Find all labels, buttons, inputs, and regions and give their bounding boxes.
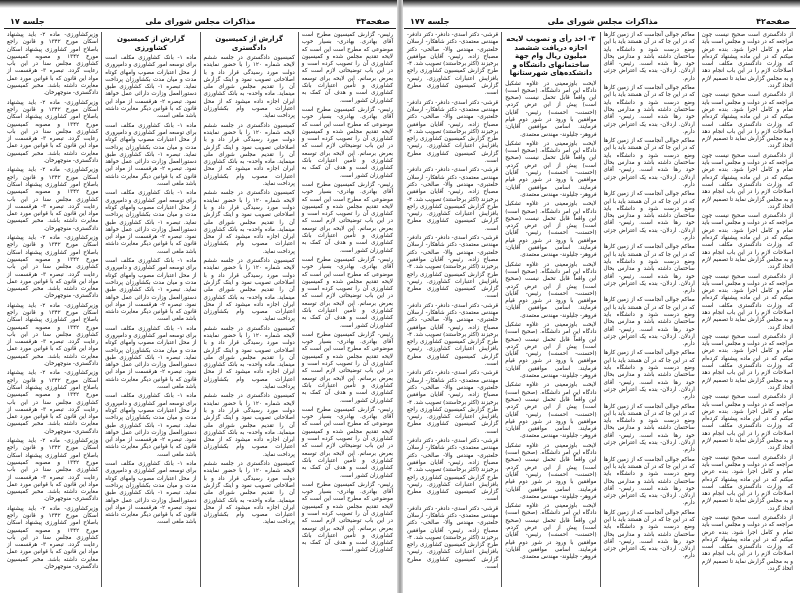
column-text-continued: قرشی- دکتر اسدی- دادفر- دکتر دادفر- مهندس معتمدی- دکتر شاهکار- ارسلان خلعتبری- مهندس والا- صالحی- دکتر مصباح زاده. رئیس- آقایان موافقین برخیزند (اکثر برخاستند) تصویب شد. ۴- طرح گزارش کمیسیون کشاورزی راجع بافزایش اعتبارات کشاورزی. رئیس- گزارش کمیسیون کشاورزی مطرح است.	[407, 370, 499, 435]
column-text: قرشی- دکتر اسدی- دادفر- دکتر دادفر- مهندس معتمدی- دکتر شاهکار- ارسلان خلعتبری- مهندس والا- صالحی- دکتر مصباح زاده. رئیس- آقایان موافقین برخیزند (اکثر برخاستند) تصویب شد. ۴- طرح گزارش کمیسیون کشاورزی راجع بافزایش اعتبارات کشاورزی. رئیس- گزارش کمیسیون کشاورزی مطرح است.	[407, 32, 499, 97]
column-text: کمیسیون دادگستری در جلسه ششم لایحه شماره ۱۲۰ را با حضور نماینده دولت مورد رسیدگی قرار داد و با اصلاحاتی تصویب نمود و اینک گزارش آن را تقدیم مجلس شورای ملی مینماید. ماده واحده- به بانک کشاورزی ایران اجازه داده میشود که از محل اعتبارات مصوب وام بکشاورزان پرداخت نماید.	[203, 55, 295, 120]
column-text-continued: لایحت باوزمعینی در غلاوه تشکیل دادگاه این امر دانشگاه. (صحیح است) این واقعاً قابل تحمل نیست (صحیح است) پیش از این عرض کردم. (احسنت- احسنت) رئیس- آقایان موافقین با ورود در شور دوم قیام فرمایند. اسامی موافقین آقایان: فروهر- جلیلوند- مهندس معتمدی.	[505, 442, 597, 500]
column-text: از دادگستری است صحیح نیست چون مراجعه که در دولت و مجلس است باید تمام و کامل اجرا شود. بنده عرض میکنم که در این ماده پیشنهاد کرده‌ام که وزارت دادگستری مکلف است اصلاحات لازم را در این باب انجام دهد و به مجلس گزارش نماید تا تصمیم لازم اتخاذ گردد.	[701, 32, 793, 90]
column-text-continued: معاکم جوالی آنجاست که از زمین کارها که در این جا که در آن هستند باید با این وضع درست شود و دانشگاه باید ساختمان داشته باشد و مدارس بحال خود رها شده است. رئیس- آقای اردلان. اردلان- بنده یک اعتراض جزئی دارم.	[603, 509, 695, 560]
publication-title: مذاکرات مجلس شورای ملی	[547, 16, 658, 26]
column	[600, 32, 698, 587]
text-columns	[4, 32, 396, 587]
column-text-continued: رئیس- گزارش کمیسیون مطرح است آقای بهادری. بهادری- بسیار خوب موضوعی که مطرح است این است که لایحه تقدیم مجلس شده و کمیسیون کشاورزی آن را تصویب کرده است و در این باب توضیحاتی لازم است که بعرض برسانم. این لایحه برای توسعه کشاورزی و تأمین اعتبارات بانک کشاورزی است و هدف آن کمک به کشاورزان کشور است.	[301, 181, 393, 254]
column	[101, 32, 199, 587]
column-text-continued: از دادگستری است صحیح نیست چون مراجعه که در دولت و مجلس است باید تمام و کامل اجرا شود. بنده عرض میکنم که در این ماده پیشنهاد کرده‌ام که وزارت دادگستری مکلف است اصلاحات لازم را در این باب انجام دهد و به مجلس گزارش نماید تا تصمیم لازم اتخاذ گردد.	[701, 515, 793, 573]
column	[501, 32, 599, 587]
column-text-continued: کمیسیون دادگستری در جلسه ششم لایحه شماره ۱۲۰ را با حضور نماینده دولت مورد رسیدگی قرار داد و با اصلاحاتی تصویب نمود و اینک گزارش آن را تقدیم مجلس شورای ملی مینماید. ماده واحده- به بانک کشاورزی ایران اجازه داده میشود که از محل اعتبارات مصوب وام بکشاورزان پرداخت نماید.	[203, 393, 295, 458]
column-text-continued: قرشی- دکتر اسدی- دادفر- دکتر دادفر- مهندس معتمدی- دکتر شاهکار- ارسلان خلعتبری- مهندس والا- صالحی- دکتر مصباح زاده. رئیس- آقایان موافقین برخیزند (اکثر برخاستند) تصویب شد. ۴- طرح گزارش کمیسیون کشاورزی راجع بافزایش اعتبارات کشاورزی. رئیس- گزارش کمیسیون کشاورزی مطرح است.	[407, 235, 499, 300]
section-heading: گزارش از کمیسیون دادگستری	[215, 35, 284, 52]
column-text-continued: وزیرکشاورزی- ماده ۲- باید پیشنهاد اسکان مورخ ۱۳۴۲ و قانون راجع باصلاح امور کشاورزی پیشنهاد اسکان مورخ ۱۳۴۲ و مصوبه کمیسیون کشاورزی مجلس سنا در این باب رعایت گردد. تبصره ۳- هرقسمت از مواد این قانون که با قوانین مورد عمل مغایرت داشته باشد. مخبر کمیسیون دادگستری- منوچهرخان.	[7, 235, 99, 300]
column-text-continued: از دادگستری است صحیح نیست چون مراجعه که در دولت و مجلس است باید تمام و کامل اجرا شود. بنده عرض میکنم که در این ماده پیشنهاد کرده‌ام که وزارت دادگستری مکلف است اصلاحات لازم را در این باب انجام دهد و به مجلس گزارش نماید تا تصمیم لازم اتخاذ گردد.	[701, 333, 793, 391]
column-text-continued: قرشی- دکتر اسدی- دادفر- دکتر دادفر- مهندس معتمدی- دکتر شاهکار- ارسلان خلعتبری- مهندس والا- صالحی- دکتر مصباح زاده. رئیس- آقایان موافقین برخیزند (اکثر برخاستند) تصویب شد. ۴- طرح گزارش کمیسیون کشاورزی راجع بافزایش اعتبارات کشاورزی. رئیس- گزارش کمیسیون کشاورزی مطرح است.	[407, 99, 499, 165]
column-text-continued: معاکم جوالی آنجاست که از زمین کارها که در این جا که در آن هستند باید با این وضع درست شود و دانشگاه باید ساختمان داشته باشد و مدارس بحال خود رها شده است. رئیس- آقای اردلان. اردلان- بنده یک اعتراض جزئی دارم.	[603, 297, 695, 348]
column-text-continued: وزیرکشاورزی- ماده ۲- باید پیشنهاد اسکان مورخ ۱۳۴۲ و قانون راجع باصلاح امور کشاورزی پیشنهاد اسکان مورخ ۱۳۴۲ و مصوبه کمیسیون کشاورزی مجلس سنا در این باب رعایت گردد. تبصره ۳- هرقسمت از مواد این قانون که با قوانین مورد عمل مغایرت داشته باشد. مخبر کمیسیون دادگستری- منوچهرخان.	[7, 99, 99, 165]
column-text: معاکم جوالی آنجاست که از زمین کارها که در این جا که در آن هستند باید با این وضع درست شود و دانشگاه باید ساختمان داشته باشد و مدارس بحال خود رها شده است. رئیس- آقای اردلان. اردلان- بنده یک اعتراض جزئی دارم.	[603, 32, 695, 82]
column-text-continued: رئیس- گزارش کمیسیون مطرح است آقای بهادری. بهادری- بسیار خوب موضوعی که مطرح است این است که لایحه تقدیم مجلس شده و کمیسیون کشاورزی آن را تصویب کرده است و در این باب توضیحاتی لازم است که بعرض برسانم. این لایحه برای توسعه کشاورزی و تأمین اعتبارات بانک کشاورزی است و هدف آن کمک به کشاورزان کشور است.	[301, 331, 393, 404]
column	[404, 32, 501, 587]
column-text-continued: ماده ۱- بانک کشاورزی مکلف است برای توسعه امور کشاورزی و دامپروری از محل اعتبارات مصوب وامهای کوتاه مدت و میان مدت بکشاورزان پرداخت نماید. تبصره ۱- بانک کشاورزی طبق دستورالعمل وزارت دارائی عمل خواهد نمود. تبصره ۲- هرقسمت از مواد این قانون که با قوانین دیگر مغایرت داشته باشد ملغی است.	[105, 393, 197, 458]
section-heading: گزارش از کمیسیون کشاورزی	[116, 35, 185, 52]
column-text-continued: لایحت باوزمعینی در غلاوه تشکیل دادگاه این امر دانشگاه. (صحیح است) این واقعاً قابل تحمل نیست (صحیح است) پیش از این عرض کردم. (احسنت- احسنت) رئیس- آقایان موافقین با ورود در شور دوم قیام فرمایند. اسامی موافقین آقایان: فروهر- جلیلوند- مهندس معتمدی.	[505, 201, 597, 259]
column-text-continued: رئیس- گزارش کمیسیون مطرح است آقای بهادری. بهادری- بسیار خوب موضوعی که مطرح است این است که لایحه تقدیم مجلس شده و کمیسیون کشاورزی آن را تصویب کرده است و در این باب توضیحاتی لازم است که بعرض برسانم. این لایحه برای توسعه کشاورزی و تأمین اعتبارات بانک کشاورزی است و هدف آن کمک به کشاورزان کشور است.	[301, 256, 393, 329]
column-text-continued: وزیرکشاورزی- ماده ۲- باید پیشنهاد اسکان مورخ ۱۳۴۲ و قانون راجع باصلاح امور کشاورزی پیشنهاد اسکان مورخ ۱۳۴۲ و مصوبه کمیسیون کشاورزی مجلس سنا در این باب رعایت گردد. تبصره ۳- هرقسمت از مواد این قانون که با قوانین مورد عمل مغایرت داشته باشد. مخبر کمیسیون دادگستری- منوچهرخان.	[7, 167, 99, 232]
publication-title: مذاکرات مجلس شورای ملی	[145, 16, 256, 26]
column-text: ماده ۱- بانک کشاورزی مکلف است برای توسعه امور کشاورزی و دامپروری از محل اعتبارات مصوب وامهای کوتاه مدت و میان مدت بکشاورزان پرداخت نماید. تبصره ۱- بانک کشاورزی طبق دستورالعمل وزارت دارائی عمل خواهد نمود. تبصره ۲- هرقسمت از مواد این قانون که با قوانین دیگر مغایرت داشته باشد ملغی است.	[105, 55, 197, 120]
page-gutter	[397, 0, 403, 593]
column-text-continued: معاکم جوالی آنجاست که از زمین کارها که در این جا که در آن هستند باید با این وضع درست شود و دانشگاه باید ساختمان داشته باشد و مدارس بحال خود رها شده است. رئیس- آقای اردلان. اردلان- بنده یک اعتراض جزئی دارم.	[603, 138, 695, 188]
column-text-continued: کمیسیون دادگستری در جلسه ششم لایحه شماره ۱۲۰ را با حضور نماینده دولت مورد رسیدگی قرار داد و با اصلاحاتی تصویب نمود و اینک گزارش آن را تقدیم مجلس شورای ملی مینماید. ماده واحده- به بانک کشاورزی ایران اجازه داده میشود که از محل اعتبارات مصوب وام بکشاورزان پرداخت نماید.	[203, 325, 295, 391]
column-text-continued: وزیرکشاورزی- ماده ۲- باید پیشنهاد اسکان مورخ ۱۳۴۲ و قانون راجع باصلاح امور کشاورزی پیشنهاد اسکان مورخ ۱۳۴۲ و مصوبه کمیسیون کشاورزی مجلس سنا در این باب رعایت گردد. تبصره ۳- هرقسمت از مواد این قانون که با قوانین مورد عمل مغایرت داشته باشد. مخبر کمیسیون دادگستری- منوچهرخان.	[7, 302, 99, 368]
column-text-continued: معاکم جوالی آنجاست که از زمین کارها که در این جا که در آن هستند باید با این وضع درست شود و دانشگاه باید ساختمان داشته باشد و مدارس بحال خود رها شده است. رئیس- آقای اردلان. اردلان- بنده یک اعتراض جزئی دارم.	[603, 350, 695, 401]
column-text-continued: معاکم جوالی آنجاست که از زمین کارها که در این جا که در آن هستند باید با این وضع درست شود و دانشگاه باید ساختمان داشته باشد و مدارس بحال خود رها شده است. رئیس- آقای اردلان. اردلان- بنده یک اعتراض جزئی دارم.	[603, 456, 695, 507]
session-number: جلسه ۱۷۷	[410, 16, 450, 26]
column-text-continued: معاکم جوالی آنجاست که از زمین کارها که در این جا که در آن هستند باید با این وضع درست شود و دانشگاه باید ساختمان داشته باشد و مدارس بحال خود رها شده است. رئیس- آقای اردلان. اردلان- بنده یک اعتراض جزئی دارم.	[603, 403, 695, 454]
column-text-continued: از دادگستری است صحیح نیست چون مراجعه که در دولت و مجلس است باید تمام و کامل اجرا شود. بنده عرض میکنم که در این ماده پیشنهاد کرده‌ام که وزارت دادگستری مکلف است اصلاحات لازم را در این باب انجام دهد و به مجلس گزارش نماید تا تصمیم لازم اتخاذ گردد.	[701, 273, 793, 331]
column	[4, 32, 101, 587]
page-number: صفحه۴۳	[356, 16, 390, 26]
column-text-continued: از دادگستری است صحیح نیست چون مراجعه که در دولت و مجلس است باید تمام و کامل اجرا شود. بنده عرض میکنم که در این ماده پیشنهاد کرده‌ام که وزارت دادگستری مکلف است اصلاحات لازم را در این باب انجام دهد و به مجلس گزارش نماید تا تصمیم لازم اتخاذ گردد.	[701, 213, 793, 271]
column-text: وزیرکشاورزی- ماده ۲- باید پیشنهاد اسکان مورخ ۱۳۴۲ و قانون راجع باصلاح امور کشاورزی پیشنهاد اسکان مورخ ۱۳۴۲ و مصوبه کمیسیون کشاورزی مجلس سنا در این باب رعایت گردد. تبصره ۳- هرقسمت از مواد این قانون که با قوانین مورد عمل مغایرت داشته باشد. مخبر کمیسیون دادگستری- منوچهرخان.	[7, 32, 99, 97]
column-text-continued: لایحت باوزمعینی در غلاوه تشکیل دادگاه این امر دانشگاه. (صحیح است) این واقعاً قابل تحمل نیست (صحیح است) پیش از این عرض کردم. (احسنت- احسنت) رئیس- آقایان موافقین با ورود در شور دوم قیام فرمایند. اسامی موافقین آقایان: فروهر- جلیلوند- مهندس معتمدی.	[505, 503, 597, 561]
column-text-continued: قرشی- دکتر اسدی- دادفر- دکتر دادفر- مهندس معتمدی- دکتر شاهکار- ارسلان خلعتبری- مهندس والا- صالحی- دکتر مصباح زاده. رئیس- آقایان موافقین برخیزند (اکثر برخاستند) تصویب شد. ۴- طرح گزارش کمیسیون کشاورزی راجع بافزایش اعتبارات کشاورزی. رئیس- گزارش کمیسیون کشاورزی مطرح است.	[407, 438, 499, 503]
column-text-continued: کمیسیون دادگستری در جلسه ششم لایحه شماره ۱۲۰ را با حضور نماینده دولت مورد رسیدگی قرار داد و با اصلاحاتی تصویب نمود و اینک گزارش آن را تقدیم مجلس شورای ملی مینماید. ماده واحده- به بانک کشاورزی ایران اجازه داده میشود که از محل اعتبارات مصوب وام بکشاورزان پرداخت نماید.	[203, 122, 295, 188]
column-text-continued: از دادگستری است صحیح نیست چون مراجعه که در دولت و مجلس است باید تمام و کامل اجرا شود. بنده عرض میکنم که در این ماده پیشنهاد کرده‌ام که وزارت دادگستری مکلف است اصلاحات لازم را در این باب انجام دهد و به مجلس گزارش نماید تا تصمیم لازم اتخاذ گردد.	[701, 394, 793, 452]
column-text-continued: لایحت باوزمعینی در غلاوه تشکیل دادگاه این امر دانشگاه. (صحیح است) این واقعاً قابل تحمل نیست (صحیح است) پیش از این عرض کردم. (احسنت- احسنت) رئیس- آقایان موافقین با ورود در شور دوم قیام فرمایند. اسامی موافقین آقایان: فروهر- جلیلوند- مهندس معتمدی.	[505, 322, 597, 380]
right-page	[404, 14, 796, 587]
text-columns	[404, 32, 796, 587]
column-text-continued: از دادگستری است صحیح نیست چون مراجعه که در دولت و مجلس است باید تمام و کامل اجرا شود. بنده عرض میکنم که در این ماده پیشنهاد کرده‌ام که وزارت دادگستری مکلف است اصلاحات لازم را در این باب انجام دهد و به مجلس گزارش نماید تا تصمیم لازم اتخاذ گردد.	[701, 92, 793, 150]
column-text-continued: قرشی- دکتر اسدی- دادفر- دکتر دادفر- مهندس معتمدی- دکتر شاهکار- ارسلان خلعتبری- مهندس والا- صالحی- دکتر مصباح زاده. رئیس- آقایان موافقین برخیزند (اکثر برخاستند) تصویب شد. ۴- طرح گزارش کمیسیون کشاورزی راجع بافزایش اعتبارات کشاورزی. رئیس- گزارش کمیسیون کشاورزی مطرح است.	[407, 302, 499, 368]
column-text: رئیس- گزارش کمیسیون مطرح است آقای بهادری. بهادری- بسیار خوب موضوعی که مطرح است این است که لایحه تقدیم مجلس شده و کمیسیون کشاورزی آن را تصویب کرده است و در این باب توضیحاتی لازم است که بعرض برسانم. این لایحه برای توسعه کشاورزی و تأمین اعتبارات بانک کشاورزی است و هدف آن کمک به کشاورزان کشور است.	[301, 32, 393, 104]
column-text-continued: رئیس- گزارش کمیسیون مطرح است آقای بهادری. بهادری- بسیار خوب موضوعی که مطرح است این است که لایحه تقدیم مجلس شده و کمیسیون کشاورزی آن را تصویب کرده است و در این باب توضیحاتی لازم است که بعرض برسانم. این لایحه برای توسعه کشاورزی و تأمین اعتبارات بانک کشاورزی است و هدف آن کمک به کشاورزان کشور است.	[301, 481, 393, 554]
column-text-continued: لایحت باوزمعینی در غلاوه تشکیل دادگاه این امر دانشگاه. (صحیح است) این واقعاً قابل تحمل نیست (صحیح است) پیش از این عرض کردم. (احسنت- احسنت) رئیس- آقایان موافقین با ورود در شور دوم قیام فرمایند. اسامی موافقین آقایان: فروهر- جلیلوند- مهندس معتمدی.	[505, 140, 597, 198]
column-text-continued: وزیرکشاورزی- ماده ۲- باید پیشنهاد اسکان مورخ ۱۳۴۲ و قانون راجع باصلاح امور کشاورزی پیشنهاد اسکان مورخ ۱۳۴۲ و مصوبه کمیسیون کشاورزی مجلس سنا در این باب رعایت گردد. تبصره ۳- هرقسمت از مواد این قانون که با قوانین مورد عمل مغایرت داشته باشد. مخبر کمیسیون دادگستری- منوچهرخان.	[7, 370, 99, 435]
column-text-continued: لایحت باوزمعینی در غلاوه تشکیل دادگاه این امر دانشگاه. (صحیح است) این واقعاً قابل تحمل نیست (صحیح است) پیش از این عرض کردم. (احسنت- احسنت) رئیس- آقایان موافقین با ورود در شور دوم قیام فرمایند. اسامی موافقین آقایان: فروهر- جلیلوند- مهندس معتمدی.	[505, 261, 597, 319]
column-text-continued: ماده ۱- بانک کشاورزی مکلف است برای توسعه امور کشاورزی و دامپروری از محل اعتبارات مصوب وامهای کوتاه مدت و میان مدت بکشاورزان پرداخت نماید. تبصره ۱- بانک کشاورزی طبق دستورالعمل وزارت دارائی عمل خواهد نمود. تبصره ۲- هرقسمت از مواد این قانون که با قوانین دیگر مغایرت داشته باشد ملغی است.	[105, 325, 197, 391]
column-text-continued: ماده ۱- بانک کشاورزی مکلف است برای توسعه امور کشاورزی و دامپروری از محل اعتبارات مصوب وامهای کوتاه مدت و میان مدت بکشاورزان پرداخت نماید. تبصره ۱- بانک کشاورزی طبق دستورالعمل وزارت دارائی عمل خواهد نمود. تبصره ۲- هرقسمت از مواد این قانون که با قوانین دیگر مغایرت داشته باشد ملغی است.	[105, 190, 197, 255]
column-text-continued: قرشی- دکتر اسدی- دادفر- دکتر دادفر- مهندس معتمدی- دکتر شاهکار- ارسلان خلعتبری- مهندس والا- صالحی- دکتر مصباح زاده. رئیس- آقایان موافقین برخیزند (اکثر برخاستند) تصویب شد. ۴- طرح گزارش کمیسیون کشاورزی راجع بافزایش اعتبارات کشاورزی. رئیس- گزارش کمیسیون کشاورزی مطرح است.	[407, 505, 499, 571]
column-text-continued: کمیسیون دادگستری در جلسه ششم لایحه شماره ۱۲۰ را با حضور نماینده دولت مورد رسیدگی قرار داد و با اصلاحاتی تصویب نمود و اینک گزارش آن را تقدیم مجلس شورای ملی مینماید. ماده واحده- به بانک کشاورزی ایران اجازه داده میشود که از محل اعتبارات مصوب وام بکشاورزان پرداخت نماید.	[203, 461, 295, 526]
column-text-continued: وزیرکشاورزی- ماده ۲- باید پیشنهاد اسکان مورخ ۱۳۴۲ و قانون راجع باصلاح امور کشاورزی پیشنهاد اسکان مورخ ۱۳۴۲ و مصوبه کمیسیون کشاورزی مجلس سنا در این باب رعایت گردد. تبصره ۳- هرقسمت از مواد این قانون که با قوانین مورد عمل مغایرت داشته باشد. مخبر کمیسیون دادگستری- منوچهرخان.	[7, 505, 99, 571]
column-text-continued: کمیسیون دادگستری در جلسه ششم لایحه شماره ۱۲۰ را با حضور نماینده دولت مورد رسیدگی قرار داد و با اصلاحاتی تصویب نمود و اینک گزارش آن را تقدیم مجلس شورای ملی مینماید. ماده واحده- به بانک کشاورزی ایران اجازه داده میشود که از محل اعتبارات مصوب وام بکشاورزان پرداخت نماید.	[203, 258, 295, 323]
column-text-continued: معاکم جوالی آنجاست که از زمین کارها که در این جا که در آن هستند باید با این وضع درست شود و دانشگاه باید ساختمان داشته باشد و مدارس بحال خود رها شده است. رئیس- آقای اردلان. اردلان- بنده یک اعتراض جزئی دارم.	[603, 85, 695, 135]
column-text-continued: ماده ۱- بانک کشاورزی مکلف است برای توسعه امور کشاورزی و دامپروری از محل اعتبارات مصوب وامهای کوتاه مدت و میان مدت بکشاورزان پرداخت نماید. تبصره ۱- بانک کشاورزی طبق دستورالعمل وزارت دارائی عمل خواهد نمود. تبصره ۲- هرقسمت از مواد این قانون که با قوانین دیگر مغایرت داشته باشد ملغی است.	[105, 258, 197, 323]
page-number: صفحه۴۲	[756, 16, 790, 26]
column	[200, 32, 298, 587]
column-text: لایحت باوزمعینی در غلاوه تشکیل دادگاه این امر دانشگاه. (صحیح است) این واقعاً قابل تحمل نیست (صحیح است) پیش از این عرض کردم. (احسنت- احسنت) رئیس- آقایان موافقین با ورود در شور دوم قیام فرمایند. اسامی موافقین آقایان: فروهر- جلیلوند- مهندس معتمدی.	[505, 80, 597, 138]
column-text-continued: لایحت باوزمعینی در غلاوه تشکیل دادگاه این امر دانشگاه. (صحیح است) این واقعاً قابل تحمل نیست (صحیح است) پیش از این عرض کردم. (احسنت- احسنت) رئیس- آقایان موافقین با ورود در شور دوم قیام فرمایند. اسامی موافقین آقایان: فروهر- جلیلوند- مهندس معتمدی.	[505, 382, 597, 440]
column	[298, 32, 396, 587]
page-header	[4, 14, 396, 29]
column-text-continued: رئیس- گزارش کمیسیون مطرح است آقای بهادری. بهادری- بسیار خوب موضوعی که مطرح است این است که لایحه تقدیم مجلس شده و کمیسیون کشاورزی آن را تصویب کرده است و در این باب توضیحاتی لازم است که بعرض برسانم. این لایحه برای توسعه کشاورزی و تأمین اعتبارات بانک کشاورزی است و هدف آن کمک به کشاورزان کشور است.	[301, 106, 393, 179]
column-text-continued: معاکم جوالی آنجاست که از زمین کارها که در این جا که در آن هستند باید با این وضع درست شود و دانشگاه باید ساختمان داشته باشد و مدارس بحال خود رها شده است. رئیس- آقای اردلان. اردلان- بنده یک اعتراض جزئی دارم.	[603, 191, 695, 242]
column-text-continued: ماده ۱- بانک کشاورزی مکلف است برای توسعه امور کشاورزی و دامپروری از محل اعتبارات مصوب وامهای کوتاه مدت و میان مدت بکشاورزان پرداخت نماید. تبصره ۱- بانک کشاورزی طبق دستورالعمل وزارت دارائی عمل خواهد نمود. تبصره ۲- هرقسمت از مواد این قانون که با قوانین دیگر مغایرت داشته باشد ملغی است.	[105, 461, 197, 526]
column	[698, 32, 796, 587]
column-text-continued: ماده ۱- بانک کشاورزی مکلف است برای توسعه امور کشاورزی و دامپروری از محل اعتبارات مصوب وامهای کوتاه مدت و میان مدت بکشاورزان پرداخت نماید. تبصره ۱- بانک کشاورزی طبق دستورالعمل وزارت دارائی عمل خواهد نمود. تبصره ۲- هرقسمت از مواد این قانون که با قوانین دیگر مغایرت داشته باشد ملغی است.	[105, 122, 197, 188]
column-text-continued: معاکم جوالی آنجاست که از زمین کارها که در این جا که در آن هستند باید با این وضع درست شود و دانشگاه باید ساختمان داشته باشد و مدارس بحال خود رها شده است. رئیس- آقای اردلان. اردلان- بنده یک اعتراض جزئی دارم.	[603, 244, 695, 295]
column-text-continued: رئیس- گزارش کمیسیون مطرح است آقای بهادری. بهادری- بسیار خوب موضوعی که مطرح است این است که لایحه تقدیم مجلس شده و کمیسیون کشاورزی آن را تصویب کرده است و در این باب توضیحاتی لازم است که بعرض برسانم. این لایحه برای توسعه کشاورزی و تأمین اعتبارات بانک کشاورزی است و هدف آن کمک به کشاورزان کشور است.	[301, 406, 393, 479]
section-heading: ۳- اخذ رأی و تصویب لایحه اجازه دریافت ششصد میلیون ریال وام جهة ساختمانهای دانشگاه و دانشکده‌های شهرستانها	[506, 35, 596, 77]
column-text-continued: قرشی- دکتر اسدی- دادفر- دکتر دادفر- مهندس معتمدی- دکتر شاهکار- ارسلان خلعتبری- مهندس والا- صالحی- دکتر مصباح زاده. رئیس- آقایان موافقین برخیزند (اکثر برخاستند) تصویب شد. ۴- طرح گزارش کمیسیون کشاورزی راجع بافزایش اعتبارات کشاورزی. رئیس- گزارش کمیسیون کشاورزی مطرح است.	[407, 167, 499, 232]
left-page	[4, 14, 396, 587]
column-text-continued: کمیسیون دادگستری در جلسه ششم لایحه شماره ۱۲۰ را با حضور نماینده دولت مورد رسیدگی قرار داد و با اصلاحاتی تصویب نمود و اینک گزارش آن را تقدیم مجلس شورای ملی مینماید. ماده واحده- به بانک کشاورزی ایران اجازه داده میشود که از محل اعتبارات مصوب وام بکشاورزان پرداخت نماید.	[203, 190, 295, 255]
column-text-continued: وزیرکشاورزی- ماده ۲- باید پیشنهاد اسکان مورخ ۱۳۴۲ و قانون راجع باصلاح امور کشاورزی پیشنهاد اسکان مورخ ۱۳۴۲ و مصوبه کمیسیون کشاورزی مجلس سنا در این باب رعایت گردد. تبصره ۳- هرقسمت از مواد این قانون که با قوانین مورد عمل مغایرت داشته باشد. مخبر کمیسیون دادگستری- منوچهرخان.	[7, 438, 99, 503]
session-number: جلسه ۱۷	[10, 16, 45, 26]
column-text-continued: از دادگستری است صحیح نیست چون مراجعه که در دولت و مجلس است باید تمام و کامل اجرا شود. بنده عرض میکنم که در این ماده پیشنهاد کرده‌ام که وزارت دادگستری مکلف است اصلاحات لازم را در این باب انجام دهد و به مجلس گزارش نماید تا تصمیم لازم اتخاذ گردد.	[701, 454, 793, 512]
column-text-continued: از دادگستری است صحیح نیست چون مراجعه که در دولت و مجلس است باید تمام و کامل اجرا شود. بنده عرض میکنم که در این ماده پیشنهاد کرده‌ام که وزارت دادگستری مکلف است اصلاحات لازم را در این باب انجام دهد و به مجلس گزارش نماید تا تصمیم لازم اتخاذ گردد.	[701, 152, 793, 210]
page-header	[404, 14, 796, 29]
